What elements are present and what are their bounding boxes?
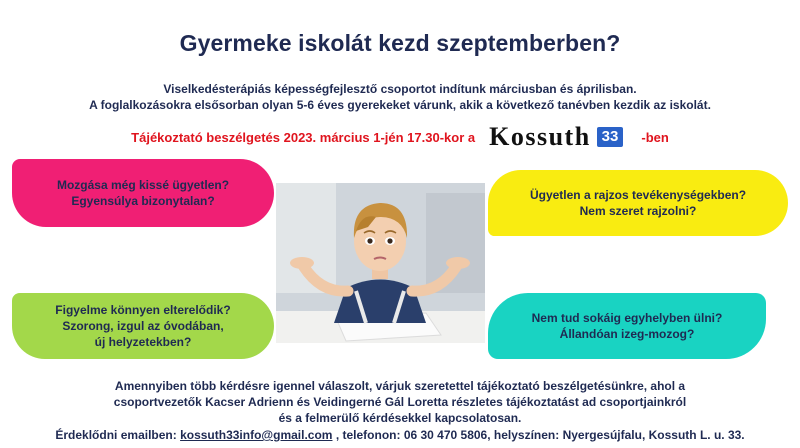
footer-line-2: csoportvezetők Kacser Adrienn és Veidingerné Gál Loretta részletes tájékoztatást ad csoportjainkról: [113, 395, 687, 409]
event-info-text: Tájékoztató beszélgetés 2023. március 1-jén 17.30-kor a: [131, 129, 476, 145]
bubble-line: Ügyetlen a rajzos tevékenységekben?: [529, 188, 747, 202]
kossuth33-logo: [489, 122, 623, 152]
bubble-line: Szorong, izgul az óvodában,: [62, 319, 224, 333]
bubble-line: Egyensúlya bizonytalan?: [71, 194, 215, 208]
contact-details: , telefonon: 06 30 470 5806, helyszínen: Nyergesújfalu, Kossuth L. u. 33.: [335, 428, 745, 442]
bubble-line: Figyelme könnyen elterelődik?: [55, 303, 231, 317]
event-info: [0, 122, 800, 152]
page-title: Gyermeke iskolát kezd szeptemberben?: [179, 30, 621, 56]
child-illustration: [276, 183, 485, 343]
bubble-line: új helyzetekben?: [94, 335, 192, 349]
intro-line-2: A foglalkozásokra elsősorban olyan 5-6 éves gyerekeket várunk, akik a következő tanévben kezdik az iskolát.: [89, 98, 711, 112]
bubble-line: Állandóan izeg-mozog?: [559, 327, 695, 341]
email-link[interactable]: kossuth33info@gmail.com: [180, 428, 333, 442]
child-shrugging-photo: [276, 183, 485, 343]
bubble-line: Nem tud sokáig egyhelyben ülni?: [531, 311, 723, 325]
contact-info: [0, 428, 800, 442]
question-bubble-restless: [488, 293, 766, 359]
bubble-line: Mozgása még kissé ügyetlen?: [56, 178, 230, 192]
intro-text: [0, 81, 800, 113]
event-info-suffix: -ben: [641, 129, 669, 145]
bubble-line: Nem szeret rajzolni?: [579, 204, 697, 218]
intro-line-1: Viselkedésterápiás képességfejlesztő csoportot indítunk márciusban és áprilisban.: [163, 82, 637, 96]
footer-line-3: és a felmerülő kérdésekkel kapcsolatosan.: [278, 411, 522, 425]
footer-line-1: Amennyiben több kérdésre igennel válaszolt, várjuk szeretettel tájékoztató beszélgetésünkre, ahol a: [114, 379, 686, 393]
question-bubble-attention: [12, 293, 274, 359]
question-bubble-movement: [12, 159, 274, 227]
footer-text: [0, 378, 800, 426]
question-bubble-drawing: [488, 170, 788, 236]
logo-number: 33: [597, 127, 624, 147]
contact-prefix: Érdeklődni emailben:: [55, 428, 177, 442]
logo-word: Kossuth: [489, 122, 591, 151]
